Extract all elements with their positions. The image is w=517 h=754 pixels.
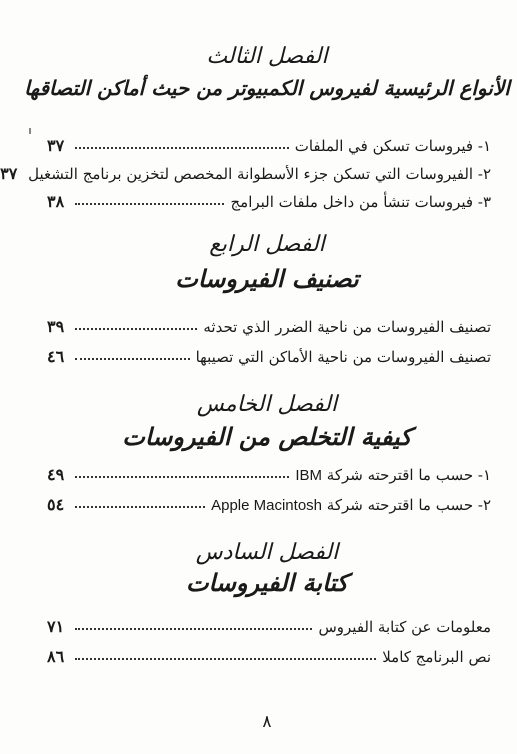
toc-entry-title: تصنيف الفيروسات من ناحية الضرر الذي تحدثه: [203, 318, 491, 336]
toc-entry-title: نص البرنامج كاملا: [382, 648, 491, 666]
toc-entry-title-text: ١- حسب ما اقترحته شركة: [326, 466, 491, 484]
chapter-6-subtitle: كتابة الفيروسات: [185, 568, 349, 597]
toc-entry-page: ٣٧: [47, 136, 65, 155]
dot-leader: [75, 316, 197, 330]
toc-entry-page: ٣٩: [47, 317, 65, 336]
chapter-3-heading: الفصل الثالث: [206, 44, 328, 69]
toc-entry-page: ٥٤: [47, 495, 65, 514]
toc-entry[interactable]: [47, 647, 491, 671]
toc-entry[interactable]: [0, 164, 491, 188]
dot-leader: [75, 191, 224, 205]
toc-entry-page: ٤٩: [47, 465, 65, 484]
toc-entry[interactable]: [47, 136, 491, 160]
dot-leader: [75, 616, 312, 630]
toc-entry[interactable]: [47, 617, 491, 641]
toc-entry-title: معلومات عن كتابة الفيروس: [318, 618, 491, 636]
toc-entry-page: ٣٧: [0, 164, 18, 183]
chapter-4-heading: الفصل الرابع: [209, 232, 325, 257]
company-name: IBM: [295, 467, 323, 484]
company-name: Apple Macintosh: [211, 497, 323, 514]
toc-entry-page: ٧١: [47, 617, 65, 636]
toc-entry-page: ٤٦: [47, 347, 65, 366]
dot-leader: [75, 346, 190, 360]
margin-mark: [29, 128, 31, 134]
toc-entry-title-text: ٢- حسب ما اقترحته شركة: [326, 496, 491, 514]
toc-entry-title: ٢- الفيروسات التي تسكن جزء الأسطوانة المخصص لتخزين برنامج التشغيل: [28, 165, 491, 183]
dot-leader: [75, 135, 289, 149]
toc-entry[interactable]: [47, 317, 491, 341]
toc-entry-page: ٣٨: [47, 192, 65, 211]
chapter-3-subtitle: الأنواع الرئيسية لفيروس الكمبيوتر من حيث أماكن التصاقها: [24, 76, 510, 100]
dot-leader: [75, 464, 289, 478]
dot-leader: [75, 494, 205, 508]
chapter-6-heading: الفصل السادس: [195, 540, 339, 565]
chapter-5-subtitle: كيفية التخلص من الفيروسات: [122, 422, 412, 451]
toc-entry-page: ٨٦: [47, 647, 65, 666]
chapter-5-heading: الفصل الخامس: [196, 392, 338, 417]
dot-leader: [75, 646, 376, 660]
chapter-4-subtitle: تصنيف الفيروسات: [175, 264, 359, 293]
toc-entry-title: تصنيف الفيروسات من ناحية الأماكن التي تصيبها: [195, 348, 491, 366]
toc-entry[interactable]: [47, 495, 491, 519]
toc-entry-title: ٣- فيروسات تنشأ من داخل ملفات البرامج: [230, 193, 491, 211]
toc-entry-title: ١- فيروسات تسكن في الملفات: [294, 137, 491, 155]
toc-entry[interactable]: [47, 347, 491, 371]
page-number: ٨: [262, 712, 272, 732]
toc-entry-title: [295, 466, 491, 484]
toc-entry-title: [211, 496, 491, 514]
toc-entry[interactable]: [47, 465, 491, 489]
toc-entry[interactable]: [47, 192, 491, 216]
